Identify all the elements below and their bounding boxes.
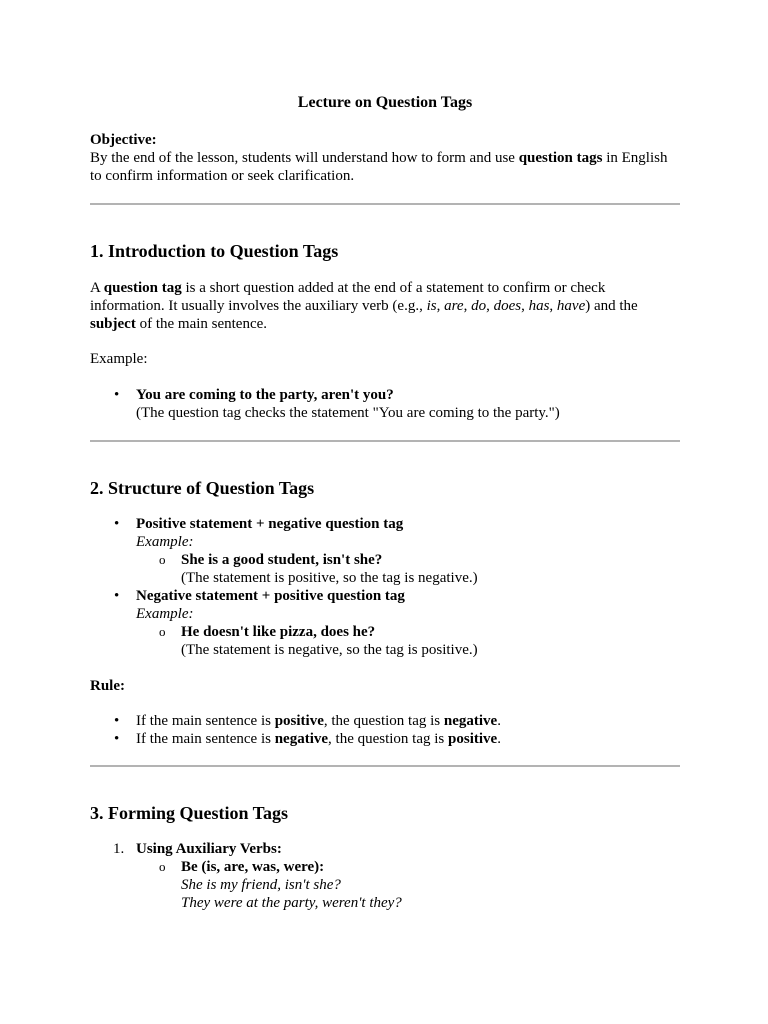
objective-text: [90, 149, 680, 185]
rule-text: If the main sentence is: [136, 713, 275, 729]
example-sentence: She is my friend, isn't she?: [181, 877, 341, 893]
forming-list: [90, 840, 680, 912]
objective-bold-term: question tags: [518, 150, 603, 166]
divider-1: [90, 203, 680, 205]
s1-text-a: A: [90, 280, 104, 296]
rule-term: positive: [274, 713, 324, 729]
rule-text: .: [497, 731, 501, 747]
verb-have: have: [556, 298, 586, 314]
document-content: [90, 93, 680, 912]
structure-list: [90, 515, 680, 659]
section-1-paragraph: [90, 279, 680, 333]
structure-title: Negative statement + positive question tag: [136, 588, 405, 604]
section-2-heading: 2. Structure of Question Tags: [90, 478, 315, 498]
objective-text-start: By the end of the lesson, students will understand how to form and use: [90, 150, 519, 166]
verb-sep: ,: [521, 298, 529, 314]
objective-label: Objective:: [90, 132, 157, 148]
list-item: [181, 623, 680, 659]
verb-sep: ,: [486, 298, 494, 314]
verb-are: are: [444, 298, 464, 314]
verb-is: is: [426, 298, 437, 314]
rule-text: , the question tag is: [328, 731, 449, 747]
example-note: (The statement is positive, so the tag is negative.): [181, 570, 478, 586]
example-sentence: They were at the party, weren't they?: [181, 895, 402, 911]
example-note: (The statement is negative, so the tag is positive.): [181, 642, 478, 658]
verb-does: does: [493, 298, 522, 314]
example-sentence: You are coming to the party, aren't you?: [136, 387, 394, 403]
rule-term: negative: [274, 731, 329, 747]
s1-text-f: of the main sentence.: [135, 316, 268, 332]
example-note: (The question tag checks the statement "You are coming to the party."): [136, 405, 560, 421]
example-label: Example:: [90, 351, 148, 367]
example-sentence: She is a good student, isn't she?: [181, 552, 383, 568]
rule-term: positive: [448, 731, 498, 747]
list-item: [136, 515, 680, 587]
divider-3: [90, 765, 680, 767]
divider-2: [90, 440, 680, 442]
rule-list: [90, 712, 680, 748]
verb-sep: ,: [436, 298, 445, 314]
list-item: [181, 858, 680, 912]
section-3-heading: 3. Forming Question Tags: [90, 803, 289, 823]
list-item: [136, 587, 680, 659]
s1-text-d: ) and the: [585, 298, 638, 314]
list-item: [136, 712, 680, 730]
objective-text-end: in English to confirm information or seek clarification.: [90, 150, 668, 184]
section-1-example-list: [90, 386, 680, 422]
s1-text-c: is a short question added at the end of a statement to confirm or check information. It usually involves the auxiliary verb (e.g.,: [90, 280, 606, 314]
forming-title: Using Auxiliary Verbs:: [136, 841, 282, 857]
rule-label-text: Rule:: [90, 678, 125, 694]
verb-sep: ,: [463, 298, 472, 314]
verb-has: has: [528, 298, 550, 314]
rule-text: , the question tag is: [323, 713, 444, 729]
structure-title: Positive statement + negative question tag: [136, 516, 404, 532]
page-title: Lecture on Question Tags: [297, 94, 473, 111]
s1-term-question-tag: question tag: [103, 280, 182, 296]
example-label: Example:: [136, 534, 194, 550]
sub-list: [136, 858, 680, 912]
example-label: Example:: [136, 606, 194, 622]
list-item: [113, 840, 680, 912]
list-item: [136, 386, 680, 422]
verb-sep: ,: [549, 298, 557, 314]
verb-do: do: [471, 298, 487, 314]
list-number: 1.: [113, 841, 125, 857]
rule-label: [90, 677, 680, 695]
sub-list: [136, 623, 680, 659]
rule-term: negative: [443, 713, 498, 729]
list-item: [136, 730, 680, 748]
rule-text: .: [497, 713, 501, 729]
sub-list: [136, 551, 680, 587]
section-1-heading: 1. Introduction to Question Tags: [90, 241, 339, 261]
verb-group-title: Be (is, are, was, were):: [181, 859, 325, 875]
list-item: [181, 551, 680, 587]
s1-term-subject: subject: [90, 316, 136, 332]
example-sentence: He doesn't like pizza, does he?: [181, 624, 376, 640]
rule-text: If the main sentence is: [136, 731, 275, 747]
